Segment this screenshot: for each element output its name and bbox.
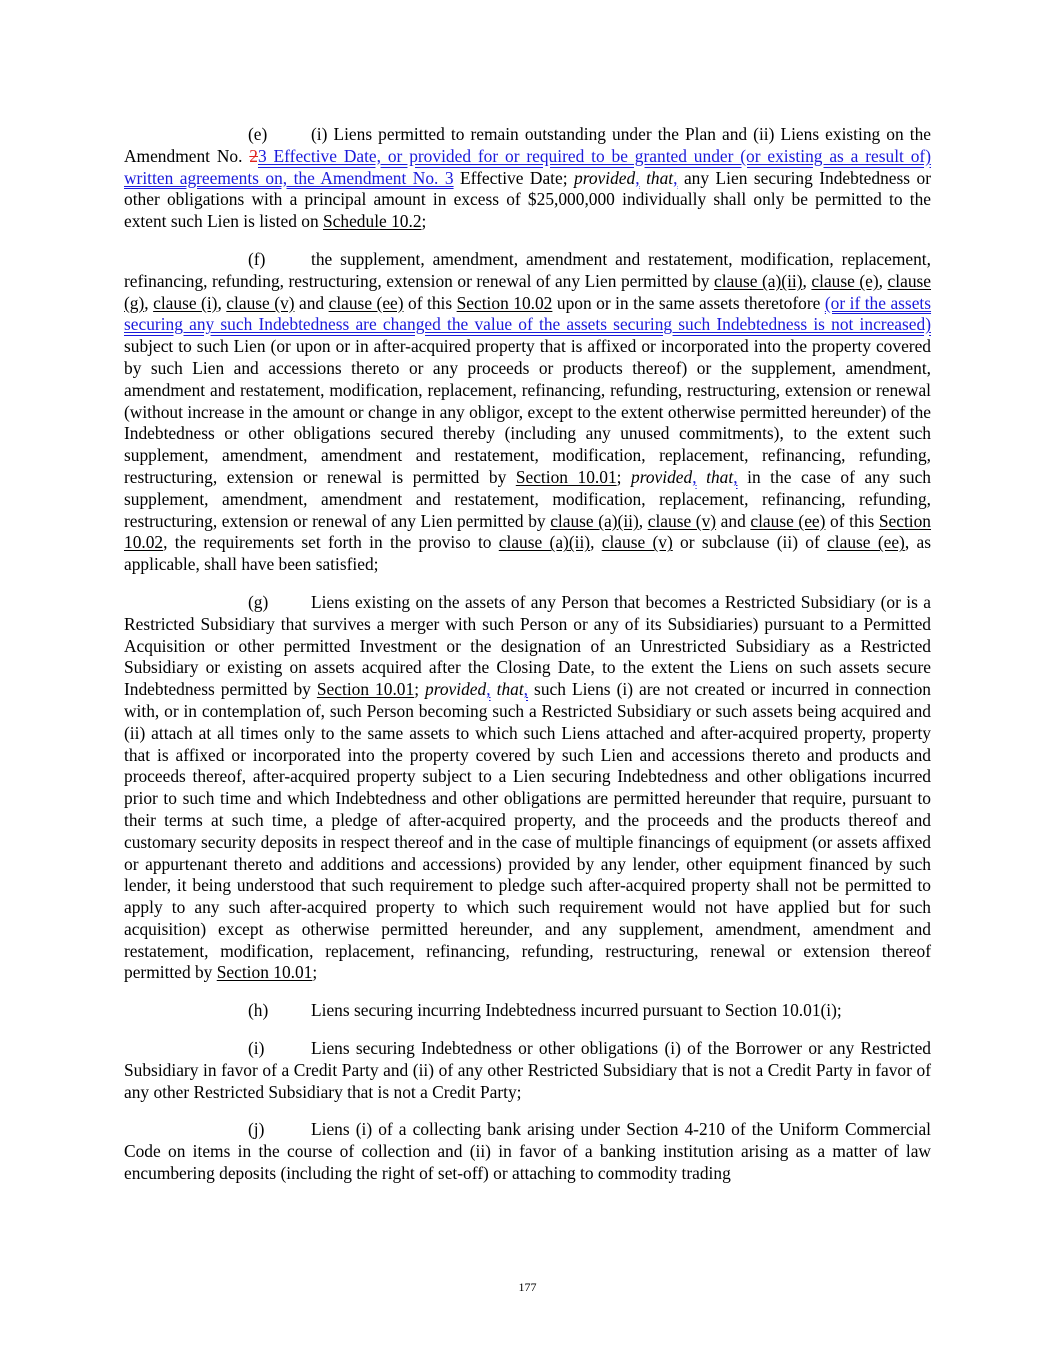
cross-reference: clause (a)(ii) (714, 270, 803, 291)
text-run: such Liens (i) are not created or incurred in connection with, or in contemplation of, such Person becoming such a Restricted Subsidiary or such assets being acquired and (ii) attach at all times only to the same assets to which such Liens attached and after-acquired property, property that is affixed or incorporated into the property covered by such Lien and accessions thereto and products and proceeds thereof, after-acquired property subject to a Lien securing Indebtedness and other obligations incurred prior to such time and which Indebtedness and other obligations are permitted hereunder that require, pursuant to their terms at such time, a pledge of after-acquired property, and the proceeds and the products thereof and customary security deposits in respect thereof and in the case of multiple financings of equipment (or assets affixed or appurtenant thereto and additions and accessions) provided by any lender, other equipment financed by such lender, it being understood that such requirement to pledge such after-acquired property shall not be permitted to apply to any such after-acquired property to which such requirement would not have applied but for such acquisition) except as otherwise permitted hereunder, and any supplement, amendment, amendment and restatement, modification, replacement, refinancing, refunding, restructuring, renewal or extension thereof permitted by (124, 679, 932, 983)
cross-reference: Section 10.02 (456, 292, 553, 313)
text-run: Liens existing on the assets of any Person that becomes a Restricted Subsidiary (or is a Restricted Subsidiary that survives a merger with such Person or any of its Subsidiaries) pursuant to a Permitted Acquisition or other permitted Investment or the designation of an Unrestricted Subsidiary as a Restricted Subsidiary or existing on assets acquired after the Closing Date, to the extent the Liens on such assets secure Indebtedness permitted by (124, 591, 931, 700)
cross-reference: clause (ee) (328, 292, 404, 313)
page-number: 177 (518, 1280, 537, 1294)
cross-reference: clause (v) (601, 532, 673, 553)
clause-label: (j) (248, 1119, 265, 1140)
italic-text: that (696, 466, 734, 487)
text-run: , as applicable, shall have been satisfied; (124, 532, 931, 575)
italic-text: that (639, 167, 674, 188)
text-run: ; (421, 211, 427, 232)
text-run: ; (616, 466, 632, 487)
text-run: Liens securing incurring Indebtedness incurred pursuant to Section 10.01(i); (311, 1000, 842, 1021)
inserted-text: , (486, 679, 491, 700)
clause-label: (i) (248, 1038, 265, 1059)
deleted-text: 2 (249, 145, 258, 166)
cross-reference: clause (v) (226, 292, 295, 313)
text-run: and (716, 510, 751, 531)
text-run: , (878, 270, 888, 291)
text-run: Liens securing Indebtedness or other obligations (i) of the Borrower or any Restricted Subsidiary in favor of a Credit Party and (ii) of any other Restricted Subsidiary that is not a Credit Party in favor of any other Restricted Subsidiary that is not a Credit Party; (124, 1038, 931, 1102)
cross-reference: clause (a)(ii) (550, 510, 639, 531)
paragraph-j (124, 1119, 931, 1184)
text-run: , (590, 532, 602, 553)
text-run: of this (825, 510, 879, 531)
paragraph-e (124, 124, 931, 233)
italic-text: provided (631, 466, 693, 487)
paragraph-h (124, 1000, 931, 1022)
text-run: in the case of any such supplement, amendment, amendment and restatement, modification, replacement, refinancing, refunding, restructuring, extension or renewal of any Lien permitted by (124, 466, 931, 531)
inserted-text: (or if the assets securing any such Indebtedness are changed the value of the assets securing such Indebtedness is not increased) (124, 292, 932, 335)
text-run: of this (403, 292, 457, 313)
text-run: upon or in the same assets theretofore (552, 292, 825, 313)
text-run: , (144, 292, 154, 313)
text-run: Liens (i) of a collecting bank arising under Section 4-210 of the Uniform Commercial Code on items in the course of collection and (ii) in favor of a banking institution arising as a matter of law encumbering deposits (including the right of set-off) or attaching to commodity trading (124, 1119, 931, 1184)
clause-label: (f) (248, 248, 266, 269)
cross-reference: clause (g) (124, 270, 931, 313)
cross-reference: Schedule 10.2 (323, 211, 422, 232)
inserted-text: 3 Effective Date, or provided for or required to be granted under (or existing as a result of) written agreements on, the Amendment No. 3 (124, 145, 932, 188)
text-run: (i) Liens permitted to remain outstanding under the Plan and (ii) Liens existing on the Amendment No. (124, 124, 931, 166)
text-run: , (802, 270, 812, 291)
cross-reference: Section 10.01 (216, 962, 313, 983)
text-run: , (217, 292, 227, 313)
cross-reference: clause (ee) (827, 532, 905, 553)
text-run: , the requirements set forth in the proviso to (163, 532, 499, 553)
inserted-text: , (733, 466, 738, 487)
cross-reference: Section 10.02 (124, 510, 932, 553)
text-run: ; (414, 679, 426, 700)
inserted-text: , (692, 466, 697, 487)
text-run: , (638, 510, 648, 531)
text-run: Effective Date; (453, 167, 575, 188)
inserted-text: , (673, 167, 678, 188)
paragraph-g (124, 592, 931, 984)
italic-text: that (490, 679, 524, 700)
cross-reference: Section 10.01 (515, 466, 617, 487)
clause-label: (g) (248, 591, 269, 612)
text-run: ; (312, 962, 318, 983)
cross-reference: Section 10.01 (316, 679, 415, 700)
text-run: subject to such Lien (or upon or in after-acquired property that is affixed or incorporated into the property covered by such Lien and accessions thereto or any proceeds or products thereof) or the supplement, amendment, amendment and restatement, modification, replacement, refinancing, refunding, restructuring, extension or renewal (without increase in the amount or change in any obligor, except to the extent otherwise permitted hereunder) of the Indebtedness or other obligations secured thereby (including any unused commitments), to the extent such supplement, amendment, amendment and restatement, modification, replacement, refinancing, refunding, restructuring, extension or renewal is permitted by (124, 336, 931, 487)
text-run: and (294, 292, 329, 313)
cross-reference: clause (a)(ii) (498, 532, 591, 553)
paragraph-i (124, 1038, 931, 1103)
text-run: any Lien securing Indebtedness or other obligations with a principal amount in excess of $25,000,000 individually shall only be permitted to the extent such Lien is listed on (124, 167, 932, 232)
inserted-text: , (523, 679, 529, 700)
clause-label: (e) (248, 124, 268, 144)
cross-reference: clause (v) (647, 510, 717, 531)
cross-reference: clause (i) (153, 292, 218, 313)
paragraph-f (124, 249, 931, 576)
cross-reference: clause (e) (811, 270, 879, 291)
text-run: or subclause (ii) of (672, 532, 828, 553)
document-body (124, 124, 931, 1201)
italic-text: provided (425, 679, 487, 700)
cross-reference: clause (ee) (750, 510, 826, 531)
inserted-text: , (635, 167, 640, 188)
clause-label: (h) (248, 1000, 269, 1021)
text-run: the supplement, amendment, amendment and restatement, modification, replacement, refinancing, refunding, restructuring, extension or renewal of any Lien permitted by (124, 248, 931, 291)
italic-text: provided (574, 167, 636, 188)
